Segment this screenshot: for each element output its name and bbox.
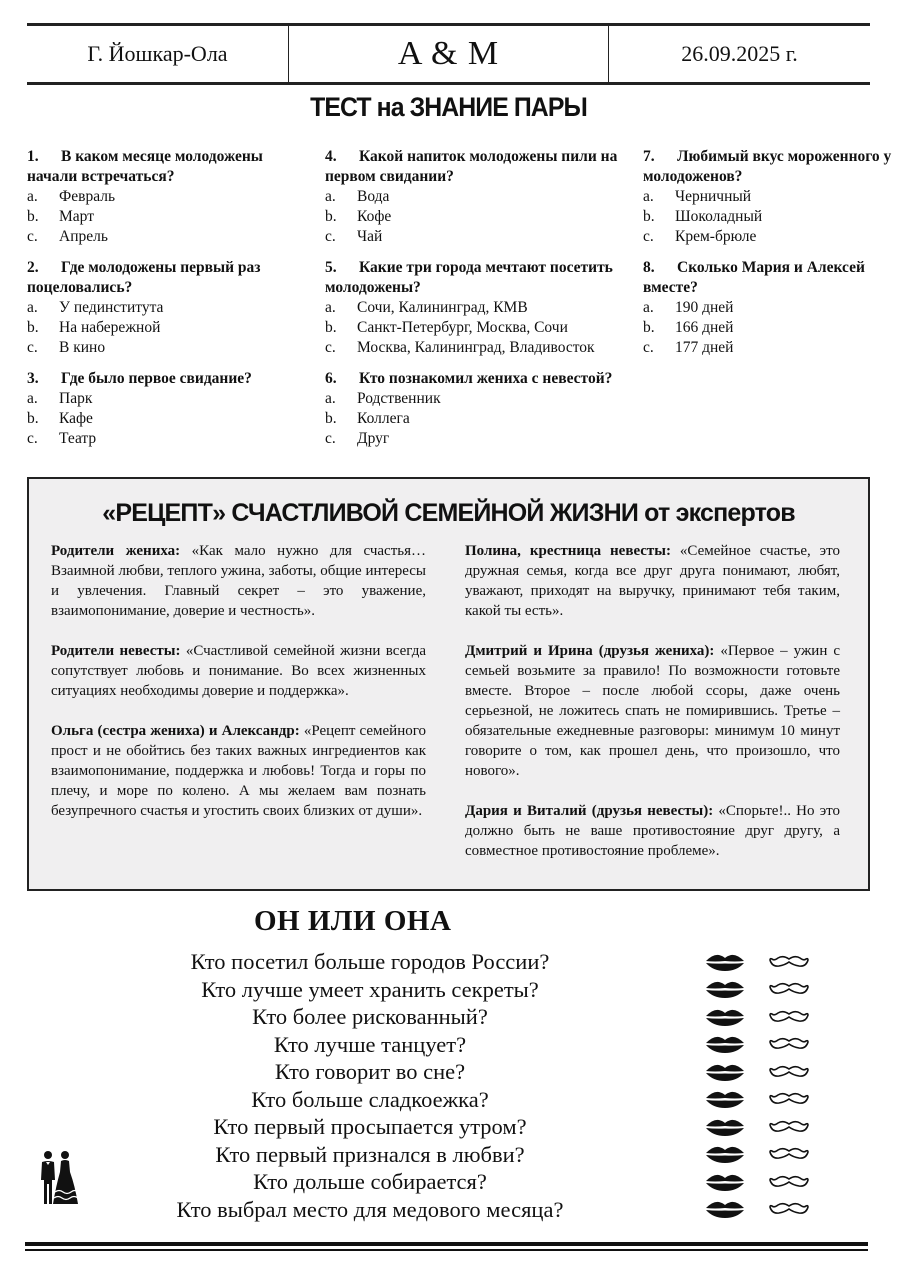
question-title [325, 147, 645, 187]
option-letter: c. [643, 228, 654, 245]
option-text: На набережной [59, 319, 161, 336]
question-number: 5. [325, 259, 337, 276]
mustache-icon [769, 1174, 809, 1190]
option-letter: c. [643, 339, 654, 356]
quiz-question [27, 258, 317, 358]
answer-option [27, 389, 317, 409]
option-letter: a. [325, 390, 336, 407]
quiz-column-2 [325, 147, 645, 460]
answer-option [325, 409, 645, 429]
lips-icon [705, 1144, 745, 1164]
question-number: 3. [27, 370, 39, 387]
option-letter: b. [643, 319, 655, 336]
mustache-icon [769, 1119, 809, 1135]
footer-rule-thick [25, 1242, 868, 1246]
mustache-icon [769, 981, 809, 997]
mustache-icon [769, 1036, 809, 1052]
option-text: 166 дней [675, 319, 734, 336]
answer-icons-row [705, 1196, 809, 1224]
answer-option [27, 409, 317, 429]
expert-quote [465, 641, 840, 781]
quote-author: Ольга (сестра жениха) и Александр: [51, 723, 300, 739]
answer-icons-row [705, 1058, 809, 1086]
answer-option [325, 298, 645, 318]
quote-author: Дария и Виталий (друзья невесты): [465, 803, 714, 819]
answer-option [325, 318, 645, 338]
he-or-she-question: Кто более рискованный? [252, 1004, 488, 1029]
quote-author: Родители жениха: [51, 543, 181, 559]
quiz-column-1 [27, 147, 317, 460]
lips-icon [705, 952, 745, 972]
question-title [27, 147, 317, 187]
he-or-she-question: Кто дольше собирается? [253, 1169, 487, 1194]
option-text: Черничный [675, 188, 752, 205]
question-number: 6. [325, 370, 337, 387]
lips-icon [705, 1172, 745, 1192]
option-letter: b. [27, 319, 39, 336]
lips-icon [705, 1117, 745, 1137]
footer-rule-thin [25, 1249, 868, 1251]
option-text: 177 дней [675, 339, 734, 356]
he-or-she-questions [100, 948, 640, 1223]
answer-option [325, 187, 645, 207]
answer-icons-row [705, 1086, 809, 1114]
question-text: Сколько Мария и Алексей вместе? [643, 259, 865, 296]
answer-option [643, 207, 893, 227]
answer-icons-row [705, 948, 809, 976]
option-text: Вода [357, 188, 390, 205]
question-text: Любимый вкус мороженного у молодоженов? [643, 148, 892, 185]
answer-icons-row [705, 1003, 809, 1031]
option-letter: b. [643, 208, 655, 225]
option-letter: a. [643, 299, 654, 316]
question-number: 2. [27, 259, 39, 276]
answer-option [27, 298, 317, 318]
option-letter: b. [27, 410, 39, 427]
option-text: В кино [59, 339, 106, 356]
option-text: Кофе [357, 208, 392, 225]
answer-option [325, 338, 645, 358]
option-text: Март [59, 208, 94, 225]
expert-quote [51, 541, 426, 621]
question-text: Какой напиток молодожены пили на первом свидании? [325, 148, 618, 185]
quote-author: Дмитрий и Ирина (друзья жениха): [465, 643, 715, 659]
he-or-she-question: Кто первый просыпается утром? [213, 1114, 527, 1139]
answer-option [325, 207, 645, 227]
option-text: Москва, Калининград, Владивосток [357, 339, 595, 356]
option-text: Родственник [357, 390, 441, 407]
lips-icon [705, 1089, 745, 1109]
question-number: 4. [325, 148, 337, 165]
quote-text: «Спорьте!.. Но это должно быть не ваше противостояние друг другу, а совместное противостояние проблеме». [465, 803, 840, 859]
recipe-box [27, 477, 870, 891]
header-monogram: A & M [289, 26, 609, 82]
lips-icon [705, 979, 745, 999]
he-or-she-question: Кто лучше умеет хранить секреты? [201, 976, 539, 1002]
mustache-icon [769, 1009, 809, 1025]
quote-author: Полина, крестница невесты: [465, 543, 672, 559]
quiz-question [325, 147, 645, 247]
option-letter: c. [27, 430, 38, 447]
question-title [27, 258, 317, 298]
mustache-icon [769, 1091, 809, 1107]
answer-option [325, 389, 645, 409]
question-title [27, 369, 317, 389]
bride-and-groom-icon [37, 1150, 79, 1206]
option-letter: c. [325, 430, 336, 447]
mustache-icon [769, 954, 809, 970]
question-title [643, 258, 893, 298]
option-text: Коллега [357, 410, 410, 427]
option-letter: b. [27, 208, 39, 225]
answer-option [27, 187, 317, 207]
quiz-question [643, 147, 893, 247]
option-text: Парк [59, 390, 93, 407]
expert-quote [465, 541, 840, 621]
he-or-she-question: Кто первый признался в любви? [215, 1141, 525, 1167]
answer-option [643, 338, 893, 358]
question-number: 1. [27, 148, 39, 165]
quote-text: «Первое – ужин с семьей возьмите за правило! По возможности готовьте вместе. Второе – после любой ссоры, даже очень серьезной, не ложитесь спать не помирившись. Третье – обязательные ежедневные разговоры: минимум 10 минут говорите о том, как прошел день, что произошло, что нового». [465, 643, 840, 779]
quote-text: «Счастливой семейной жизни всегда сопутствует любовь и понимание. Во всех жизненных ситуациях необходимы доверие и поддержка». [51, 643, 426, 699]
option-letter: b. [325, 208, 337, 225]
answer-option [27, 429, 317, 449]
question-text: В каком месяце молодожены начали встречаться? [27, 148, 263, 185]
option-text: Шоколадный [675, 208, 763, 225]
option-letter: a. [27, 188, 38, 205]
he-or-she-title: ОН ИЛИ ОНА [254, 905, 452, 937]
lips-icon [705, 1199, 745, 1219]
answer-option [643, 298, 893, 318]
lips-icon [705, 1034, 745, 1054]
expert-quote [51, 641, 426, 701]
option-letter: b. [325, 410, 337, 427]
option-letter: b. [325, 319, 337, 336]
question-number: 8. [643, 259, 655, 276]
answer-icons-row [705, 976, 809, 1004]
option-letter: c. [27, 228, 38, 245]
recipe-title: «РЕЦЕПТ» СЧАСТЛИВОЙ СЕМЕЙНОЙ ЖИЗНИ от экспертов [102, 499, 795, 527]
quote-author: Родители невесты: [51, 643, 181, 659]
question-number: 7. [643, 148, 655, 165]
option-text: Кафе [59, 410, 93, 427]
option-letter: a. [325, 299, 336, 316]
mustache-icon [769, 1201, 809, 1217]
quiz-question [643, 258, 893, 358]
quiz-question [27, 147, 317, 247]
answer-option [27, 318, 317, 338]
he-or-she-icons [705, 948, 809, 1223]
expert-quote [51, 721, 426, 821]
mustache-icon [769, 1146, 809, 1162]
he-or-she-question: Кто лучше танцует? [273, 1031, 467, 1057]
question-text: Кто познакомил жениха с невестой? [359, 370, 613, 387]
answer-icons-row [705, 1141, 809, 1169]
quiz-question [325, 258, 645, 358]
question-text: Какие три города мечтают посетить молодожены? [325, 259, 613, 296]
quote-text: «Рецепт семейного прост и не обойтись без таких важных ингредиентов как взаимопонимание, поддержка и любовь! Тогда и горы по плечу, и море по колено. А мы желаем вам познать безупречного счастья и угостить своих близких от души». [51, 723, 426, 819]
option-letter: a. [643, 188, 654, 205]
answer-option [27, 338, 317, 358]
answer-option [325, 429, 645, 449]
option-text: Апрель [59, 228, 108, 245]
question-title [325, 258, 645, 298]
quiz-question [325, 369, 645, 449]
option-letter: c. [325, 339, 336, 356]
option-text: Санкт-Петербург, Москва, Сочи [357, 319, 568, 336]
header-date: 26.09.2025 г. [681, 41, 798, 66]
quote-text: «Как мало нужно для счастья… Взаимной любви, теплого ужина, заботы, общие интересы и увлечения. Главный секрет – это уважение, взаимопонимание, доверие и честность». [51, 543, 427, 619]
recipe-column-right [465, 541, 840, 881]
option-text: Крем-брюле [675, 228, 757, 245]
he-or-she-question: Кто больше сладкоежка? [251, 1086, 489, 1112]
recipe-column-left [51, 541, 426, 841]
option-letter: c. [325, 228, 336, 245]
answer-option [643, 318, 893, 338]
quiz-column-3 [643, 147, 893, 369]
question-text: Где молодожены первый раз поцеловались? [27, 259, 261, 296]
answer-icons-row [705, 1113, 809, 1141]
he-or-she-question: Кто выбрал место для медового месяца? [176, 1196, 564, 1222]
answer-option [643, 227, 893, 247]
expert-quote [465, 801, 840, 861]
quote-text: «Семейное счастье, это дружная семья, когда все друг друга понимают, любят, уважают, приходят на выручку, принимают тебя таким, какой ты есть». [465, 543, 840, 619]
option-text: Театр [59, 430, 97, 447]
option-letter: a. [27, 299, 38, 316]
quiz-title: ТЕСТ на ЗНАНИЕ ПАРЫ [310, 92, 587, 122]
question-title [325, 369, 645, 389]
option-letter: a. [27, 390, 38, 407]
option-text: Февраль [59, 188, 116, 205]
option-text: У пединститута [59, 299, 164, 316]
he-or-she-question: Кто говорит во сне? [274, 1059, 466, 1084]
answer-icons-row [705, 1031, 809, 1059]
option-letter: c. [27, 339, 38, 356]
lips-icon [705, 1062, 745, 1082]
quiz-question [27, 369, 317, 449]
answer-option [27, 227, 317, 247]
lips-icon [705, 1007, 745, 1027]
option-text: Друг [357, 430, 390, 447]
answer-option [325, 227, 645, 247]
mustache-icon [769, 1064, 809, 1080]
option-text: Чай [357, 228, 383, 245]
question-title [643, 147, 893, 187]
answer-icons-row [705, 1168, 809, 1196]
option-text: Сочи, Калининград, КМВ [357, 299, 528, 316]
option-text: 190 дней [675, 299, 734, 316]
header-city: Г. Йошкар-Ола [27, 26, 289, 82]
question-text: Где было первое свидание? [61, 370, 252, 387]
option-letter: a. [325, 188, 336, 205]
answer-option [27, 207, 317, 227]
answer-option [643, 187, 893, 207]
he-or-she-question: Кто посетил больше городов России? [190, 949, 550, 974]
header-table [27, 23, 870, 85]
